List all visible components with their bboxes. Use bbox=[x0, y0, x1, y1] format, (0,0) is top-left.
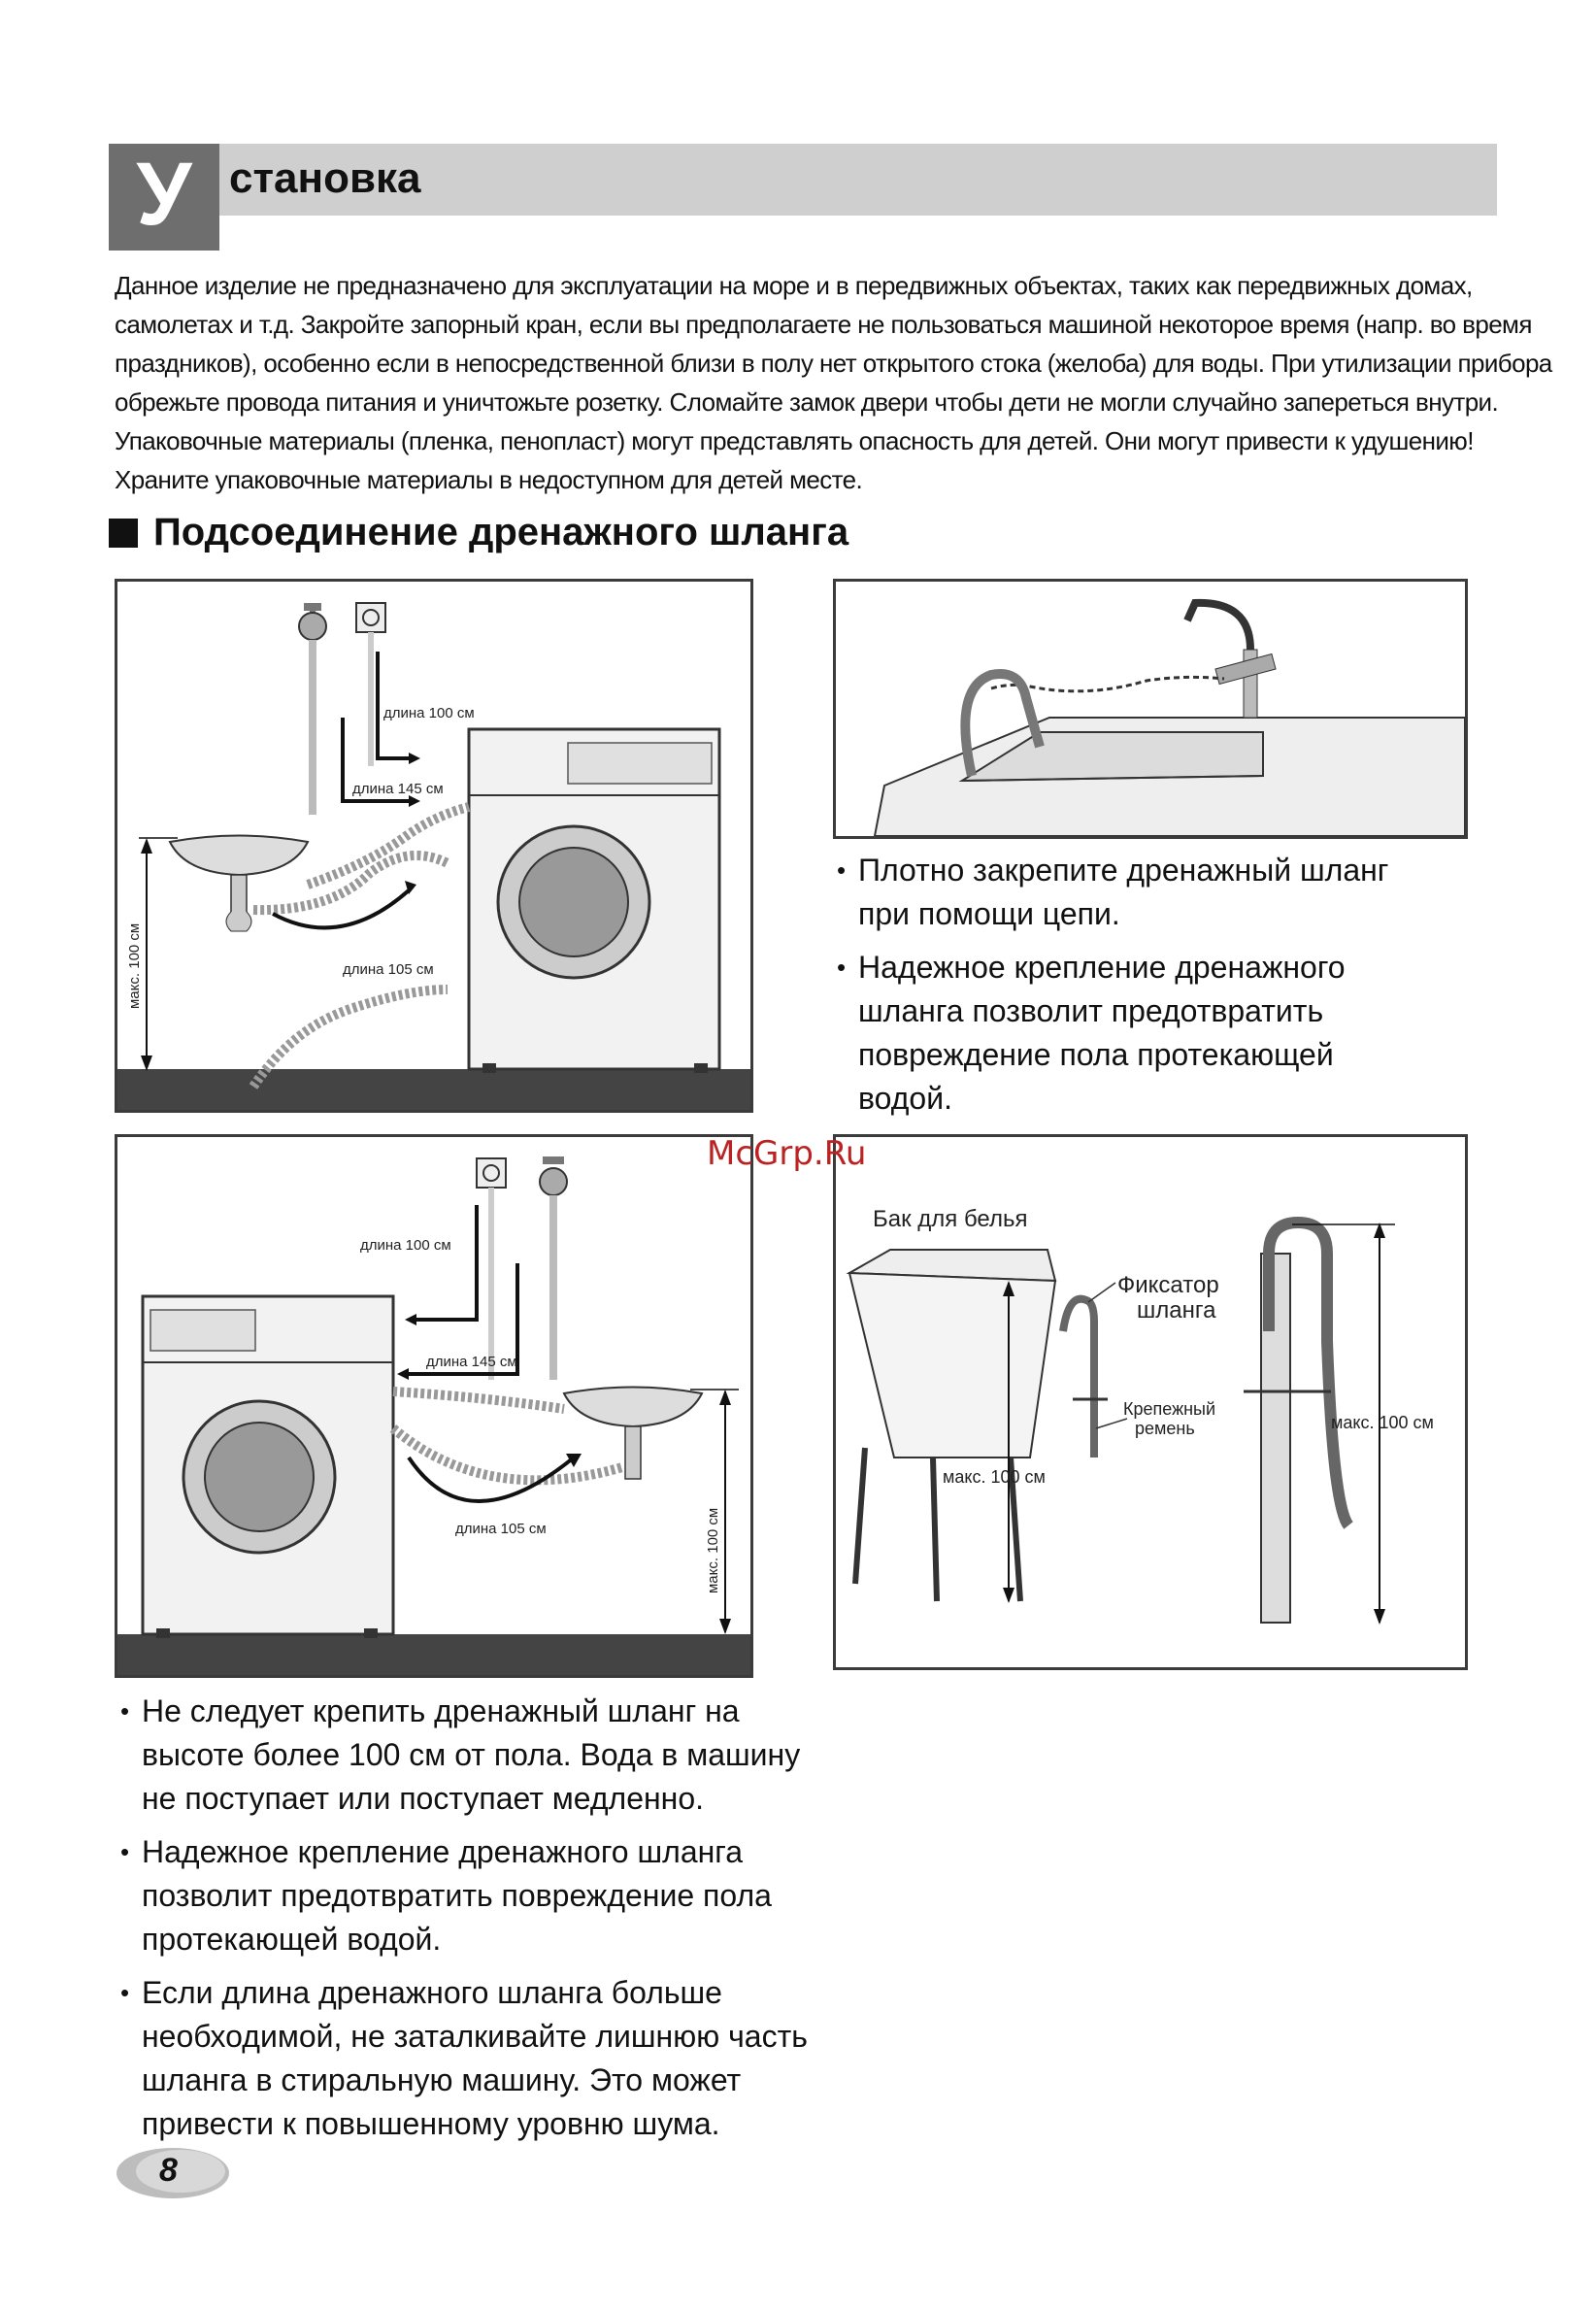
bullet-line: позволит предотвратить повреждение пола bbox=[142, 1878, 772, 1913]
length-label-145: длина 145 см bbox=[352, 781, 444, 797]
list-item bbox=[120, 1830, 878, 1961]
figure-washer-sink-right bbox=[115, 1134, 753, 1678]
length-label-105: длина 105 см bbox=[343, 961, 434, 978]
bullet-line: привести к повышенному уровню шума. bbox=[142, 2106, 720, 2141]
installation-diagram-3 bbox=[117, 1137, 750, 1675]
bullet-line: протекающей водой. bbox=[142, 1922, 442, 1957]
installation-diagram-2 bbox=[836, 582, 1465, 836]
length-label-145: длина 145 см bbox=[426, 1354, 517, 1370]
clamp-label-line2: шланга bbox=[1137, 1297, 1216, 1324]
bullet-line: • Если длина дренажного шланга больше bbox=[142, 1975, 722, 2010]
bullet-list-left bbox=[120, 1690, 878, 2156]
intro-line: праздников), особенно если в непосредственной близи в полу нет открытого стока (желоба) для воды. При утилизации прибора bbox=[115, 349, 1552, 378]
bullet-line: не поступает или поступает медленно. bbox=[142, 1781, 705, 1816]
bullet-line: при помощи цепи. bbox=[858, 896, 1120, 931]
length-label-100: длина 100 см bbox=[360, 1237, 451, 1254]
page-title: становка bbox=[229, 154, 421, 202]
length-label-105: длина 105 см bbox=[455, 1521, 547, 1537]
clamp-label-line1: Фиксатор bbox=[1117, 1272, 1219, 1298]
strap-label-line2: ремень bbox=[1135, 1419, 1195, 1438]
bullet-line: • Не следует крепить дренажный шланг на bbox=[142, 1693, 740, 1728]
installation-diagram-4 bbox=[836, 1137, 1465, 1667]
figure-laundry-tub bbox=[833, 1134, 1468, 1670]
bullet-line: необходимой, не заталкивайте лишнюю часть bbox=[142, 2019, 808, 2054]
washing-machine-icon bbox=[143, 1296, 393, 1638]
washing-machine-icon bbox=[469, 729, 719, 1073]
max-height-label: макс. 100 см bbox=[705, 1507, 721, 1593]
sink-icon bbox=[564, 1388, 702, 1480]
intro-line: Данное изделие не предназначено для эксплуатации на море и в передвижных объектах, таких как передвижных домах, bbox=[115, 271, 1473, 300]
water-tap-icon bbox=[540, 1156, 567, 1195]
sink-icon bbox=[170, 836, 308, 932]
intro-line: обрежьте провода питания и уничтожьте розетку. Сломайте замок двери чтобы дети не могли случайно запереться внутри. bbox=[115, 387, 1499, 417]
header-initial-letter: У bbox=[109, 144, 219, 251]
intro-line: самолетах и т.д. Закройте запорный кран, если вы предполагаете не пользоваться машиной некоторое время (напр. во время bbox=[115, 310, 1532, 339]
figure-washer-sink-left bbox=[115, 579, 753, 1113]
laundry-tub-icon bbox=[849, 1250, 1055, 1601]
max-height-label: макс. 100 см bbox=[126, 922, 143, 1009]
power-socket-icon bbox=[356, 603, 385, 632]
length-label-100: длина 100 см bbox=[383, 705, 475, 721]
installation-diagram-1 bbox=[117, 582, 750, 1110]
bullet-line: водой. bbox=[858, 1081, 952, 1116]
water-tap-icon bbox=[299, 603, 326, 640]
square-bullet-icon bbox=[109, 519, 138, 548]
list-item bbox=[120, 1690, 878, 1821]
list-item bbox=[837, 849, 1458, 936]
intro-paragraph bbox=[115, 266, 1552, 499]
tub-label: Бак для белья bbox=[873, 1206, 1028, 1232]
bullet-line: шланга позволит предотвратить bbox=[858, 993, 1324, 1028]
bullet-line: • Надежное крепление дренажного bbox=[858, 950, 1346, 985]
max-height-label-left: макс. 100 см bbox=[943, 1467, 1046, 1487]
intro-line: Храните упаковочные материалы в недоступном для детей месте. bbox=[115, 465, 863, 494]
faucet-icon bbox=[1187, 603, 1276, 718]
bullet-line: • Надежное крепление дренажного шланга bbox=[142, 1834, 744, 1869]
list-item bbox=[120, 1971, 878, 2146]
bullet-line: • Плотно закрепите дренажный шланг bbox=[858, 853, 1389, 888]
bullet-line: повреждение пола протекающей bbox=[858, 1037, 1334, 1072]
bullet-line: высоте более 100 см от пола. Вода в машину bbox=[142, 1737, 801, 1772]
strap-label-line1: Крепежный bbox=[1123, 1399, 1216, 1419]
intro-line: Упаковочные материалы (пленка, пенопласт) могут представлять опасность для детей. Они могут привести к удушению! bbox=[115, 426, 1474, 455]
section-title: Подсоединение дренажного шланга bbox=[153, 511, 849, 553]
list-item bbox=[837, 946, 1458, 1121]
page-number: 8 bbox=[159, 2152, 178, 2189]
max-height-label-right: макс. 100 см bbox=[1331, 1413, 1434, 1432]
watermark: McGrp.Ru bbox=[707, 1134, 867, 1173]
section-heading bbox=[109, 505, 848, 559]
figure-sink-chain bbox=[833, 579, 1468, 839]
bullet-list-right bbox=[837, 849, 1458, 1130]
power-socket-icon bbox=[477, 1158, 506, 1188]
bullet-line: шланга в стиральную машину. Это может bbox=[142, 2062, 742, 2097]
